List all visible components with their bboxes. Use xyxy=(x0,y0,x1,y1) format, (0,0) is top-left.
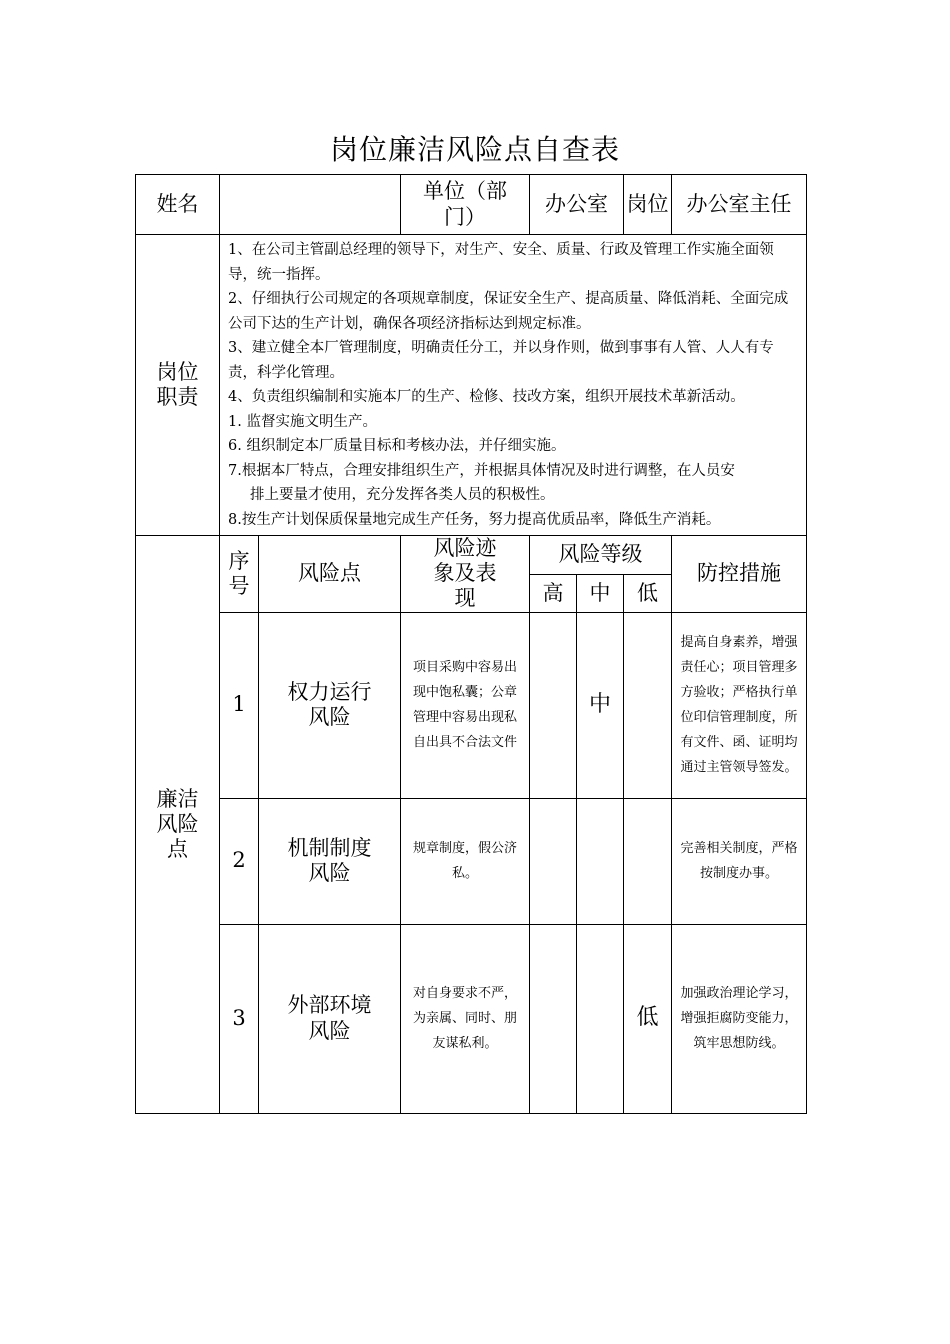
col-level: 风险等级 xyxy=(530,536,672,575)
risk-signs: 规章制度，假公济私。 xyxy=(401,798,530,924)
risk-low xyxy=(624,798,672,924)
duty-item: 2、仔细执行公司规定的各项规章制度，保证安全生产、提高质量、降低消耗、全面完成公司下达的生产计划，确保各项经济指标达到规定标准。 xyxy=(228,291,789,332)
risk-low: 低 xyxy=(624,924,672,1113)
duty-item: 3、建立健全本厂管理制度，明确责任分工，并以身作则，做到事事有人管、人人有专责，科学化管理。 xyxy=(228,340,774,381)
col-signs: 风险迹象及表现 xyxy=(401,536,530,613)
post-value: 办公室主任 xyxy=(672,175,807,235)
risk-seq: 1 xyxy=(220,612,259,798)
duty-item: 1、在公司主管副总经理的领导下，对生产、安全、质量、行政及管理工作实施全面领导，统一指挥。 xyxy=(228,242,774,283)
risk-high xyxy=(530,924,577,1113)
duties-label: 岗位职责 xyxy=(136,235,220,536)
page-title: 岗位廉洁风险点自查表 xyxy=(329,133,620,166)
risk-point: 机制制度风险 xyxy=(259,798,401,924)
duty-item: 6. 组织制定本厂质量目标和考核办法，并仔细实施。 xyxy=(228,438,566,454)
duty-item: 7.根据本厂特点，合理安排组织生产，并根据具体情况及时进行调整，在人员安 xyxy=(228,462,735,479)
risk-row xyxy=(136,612,807,798)
name-label: 姓名 xyxy=(136,175,220,235)
header-row xyxy=(136,175,807,235)
col-seq: 序号 xyxy=(220,536,259,613)
col-point: 风险点 xyxy=(259,536,401,613)
post-label: 岗位 xyxy=(624,175,672,235)
duty-item: 4、负责组织编制和实施本厂的生产、检修、技改方案，组织开展技术革新活动。 xyxy=(228,389,745,405)
risk-mid xyxy=(577,924,624,1113)
risk-measures: 提高自身素养，增强责任心；项目管理多方验收；严格执行单位印信管理制度，所有文件、函、证明均通过主管领导签发。 xyxy=(672,612,807,798)
col-high: 高 xyxy=(530,574,577,612)
risk-high xyxy=(530,798,577,924)
risk-label: 廉洁风险点 xyxy=(136,536,220,1114)
duty-item: 8.按生产计划保质保量地完成生产任务，努力提高优质品率，降低生产消耗。 xyxy=(228,511,721,528)
unit-value: 办公室 xyxy=(530,175,624,235)
col-low: 低 xyxy=(624,574,672,612)
name-value xyxy=(220,175,401,235)
risk-low xyxy=(624,612,672,798)
risk-measures: 加强政治理论学习，增强拒腐防变能力，筑牢思想防线。 xyxy=(672,924,807,1113)
risk-point: 外部环境风险 xyxy=(259,924,401,1113)
risk-signs: 对自身要求不严，为亲属、同时、朋友谋私利。 xyxy=(401,924,530,1113)
duties-content xyxy=(220,235,807,536)
risk-row xyxy=(136,798,807,924)
risk-seq: 3 xyxy=(220,924,259,1113)
duties-row xyxy=(136,235,807,536)
risk-mid: 中 xyxy=(577,612,624,798)
col-mid: 中 xyxy=(577,574,624,612)
duty-item: 1. 监督实施文明生产。 xyxy=(228,413,377,430)
risk-mid xyxy=(577,798,624,924)
risk-seq: 2 xyxy=(220,798,259,924)
risk-point: 权力运行风险 xyxy=(259,612,401,798)
duty-item: 排上要量才使用，充分发挥各类人员的积极性。 xyxy=(250,487,555,503)
risk-measures: 完善相关制度，严格按制度办事。 xyxy=(672,798,807,924)
unit-label: 单位（部门） xyxy=(401,175,530,235)
risk-high xyxy=(530,612,577,798)
self-check-table xyxy=(135,174,807,1114)
risk-row xyxy=(136,924,807,1113)
risk-header-row xyxy=(136,536,807,575)
col-measures: 防控措施 xyxy=(672,536,807,613)
risk-signs: 项目采购中容易出现中饱私囊；公章管理中容易出现私自出具不合法文件 xyxy=(401,612,530,798)
